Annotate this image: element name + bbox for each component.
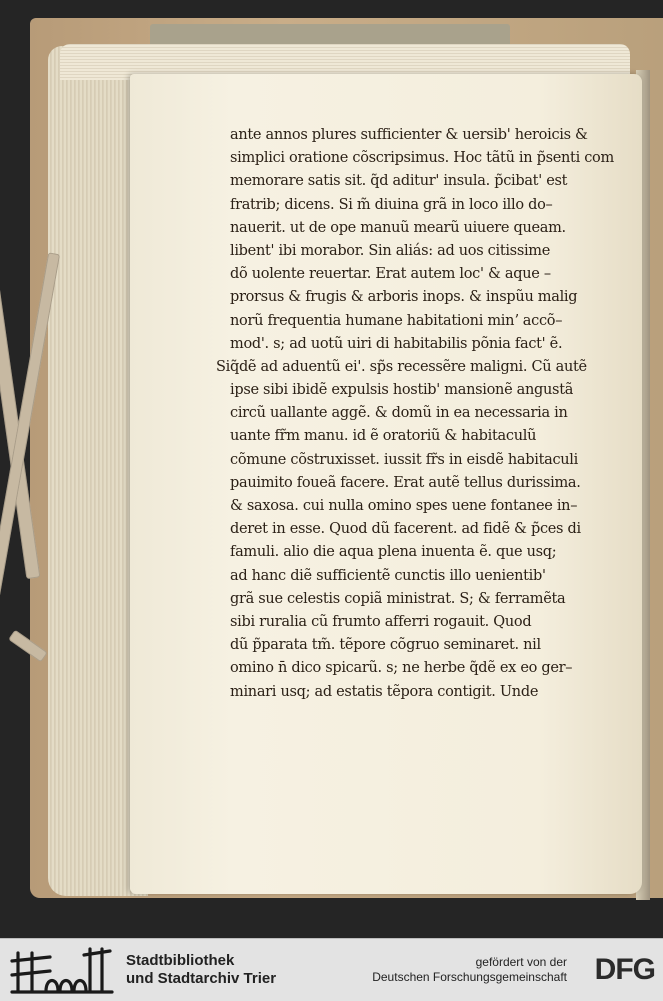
funding-note bbox=[372, 955, 567, 985]
funding-line2: Deutschen Forschungsgemeinschaft bbox=[372, 970, 567, 984]
funding-line1: gefördert von der bbox=[475, 955, 567, 969]
manuscript-line: norũ frequentia humane habitationi minʼ accõ– bbox=[230, 312, 563, 329]
manuscript-line: grã sue celestis copiã ministrat. S; & ferramẽta bbox=[230, 590, 566, 607]
manuscript-line: cõmune cõstruxisset. iussit fr̃s in eisdẽ habitaculi bbox=[230, 451, 578, 468]
manuscript-line: Siq̃dẽ ad aduentũ ei'. sp̃s recessẽre maligni. Cũ autẽ bbox=[216, 358, 587, 375]
manuscript-line: memorare satis sit. q̃d aditur' insula. p̃cibat' est bbox=[230, 173, 568, 190]
manuscript-line: dõ uolente reuertar. Erat autem loc' & aque – bbox=[230, 266, 551, 283]
manuscript-line: & saxosa. cui nulla omino spes uene fontanee in– bbox=[230, 498, 578, 514]
manuscript-line: pauimito foueã facere. Erat autẽ tellus durissima. bbox=[230, 474, 581, 491]
manuscript-line: minari usq; ad estatis tẽpora contigit. Unde bbox=[230, 683, 539, 700]
manuscript-line: deret in esse. Quod dũ facerent. ad fidẽ & p̃ces di bbox=[230, 521, 581, 538]
library-name-line2: und Stadtarchiv Trier bbox=[126, 970, 277, 987]
manuscript-line: prorsus & frugis & arboris inops. & inspũu malig bbox=[230, 289, 578, 306]
library-name bbox=[126, 952, 276, 988]
manuscript-line: famuli. alio die aqua plena inuenta ẽ. que usq; bbox=[230, 544, 557, 561]
manuscript-line: dũ p̃parata tm̃. tẽpore cõgruo seminaret. nil bbox=[230, 637, 541, 654]
manuscript-text bbox=[216, 124, 615, 704]
dfg-logo: DFG bbox=[594, 953, 655, 986]
manuscript-line: simplici oratione cõscripsimus. Hoc tãtũ in p̃senti com bbox=[230, 150, 614, 167]
footer-banner bbox=[0, 938, 663, 1001]
manuscript-line: libent' ibi morabor. Sin aliás: ad uos citissime bbox=[230, 242, 551, 259]
manuscript-line: circũ uallante aggẽ. & domũ in ea necessaria in bbox=[230, 405, 568, 422]
manuscript-line: omino n̄ dico spicarũ. s; ne herbe q̃dẽ ex eo ger– bbox=[230, 660, 573, 677]
library-name-line1: Stadtbibliothek bbox=[126, 952, 235, 969]
manuscript-line: ipse sibi ibidẽ expulsis hostib' mansionẽ angustã bbox=[230, 382, 574, 399]
library-logo-icon bbox=[10, 945, 114, 995]
manuscript-line: mod'. s; ad uotũ uiri di habitabilis põnia fact' ẽ. bbox=[230, 335, 563, 352]
manuscript-line: ad hanc diẽ sufficientẽ cunctis illo uenientib' bbox=[230, 567, 546, 584]
manuscript-line: fratrib; dicens. Si m̃ diuina grã in loco illo do– bbox=[230, 196, 553, 213]
manuscript-line: nauerit. ut de ope manuũ mearũ uiuere queam. bbox=[230, 219, 566, 236]
manuscript-line: ante annos plures sufficienter & uersib' heroicis & bbox=[230, 127, 588, 143]
manuscript-line: sibi ruralia cũ frumto afferri rogauit. Quod bbox=[230, 613, 532, 630]
manuscript-line: uante fr̃m manu. id ẽ oratoriũ & habitaculũ bbox=[230, 428, 537, 445]
